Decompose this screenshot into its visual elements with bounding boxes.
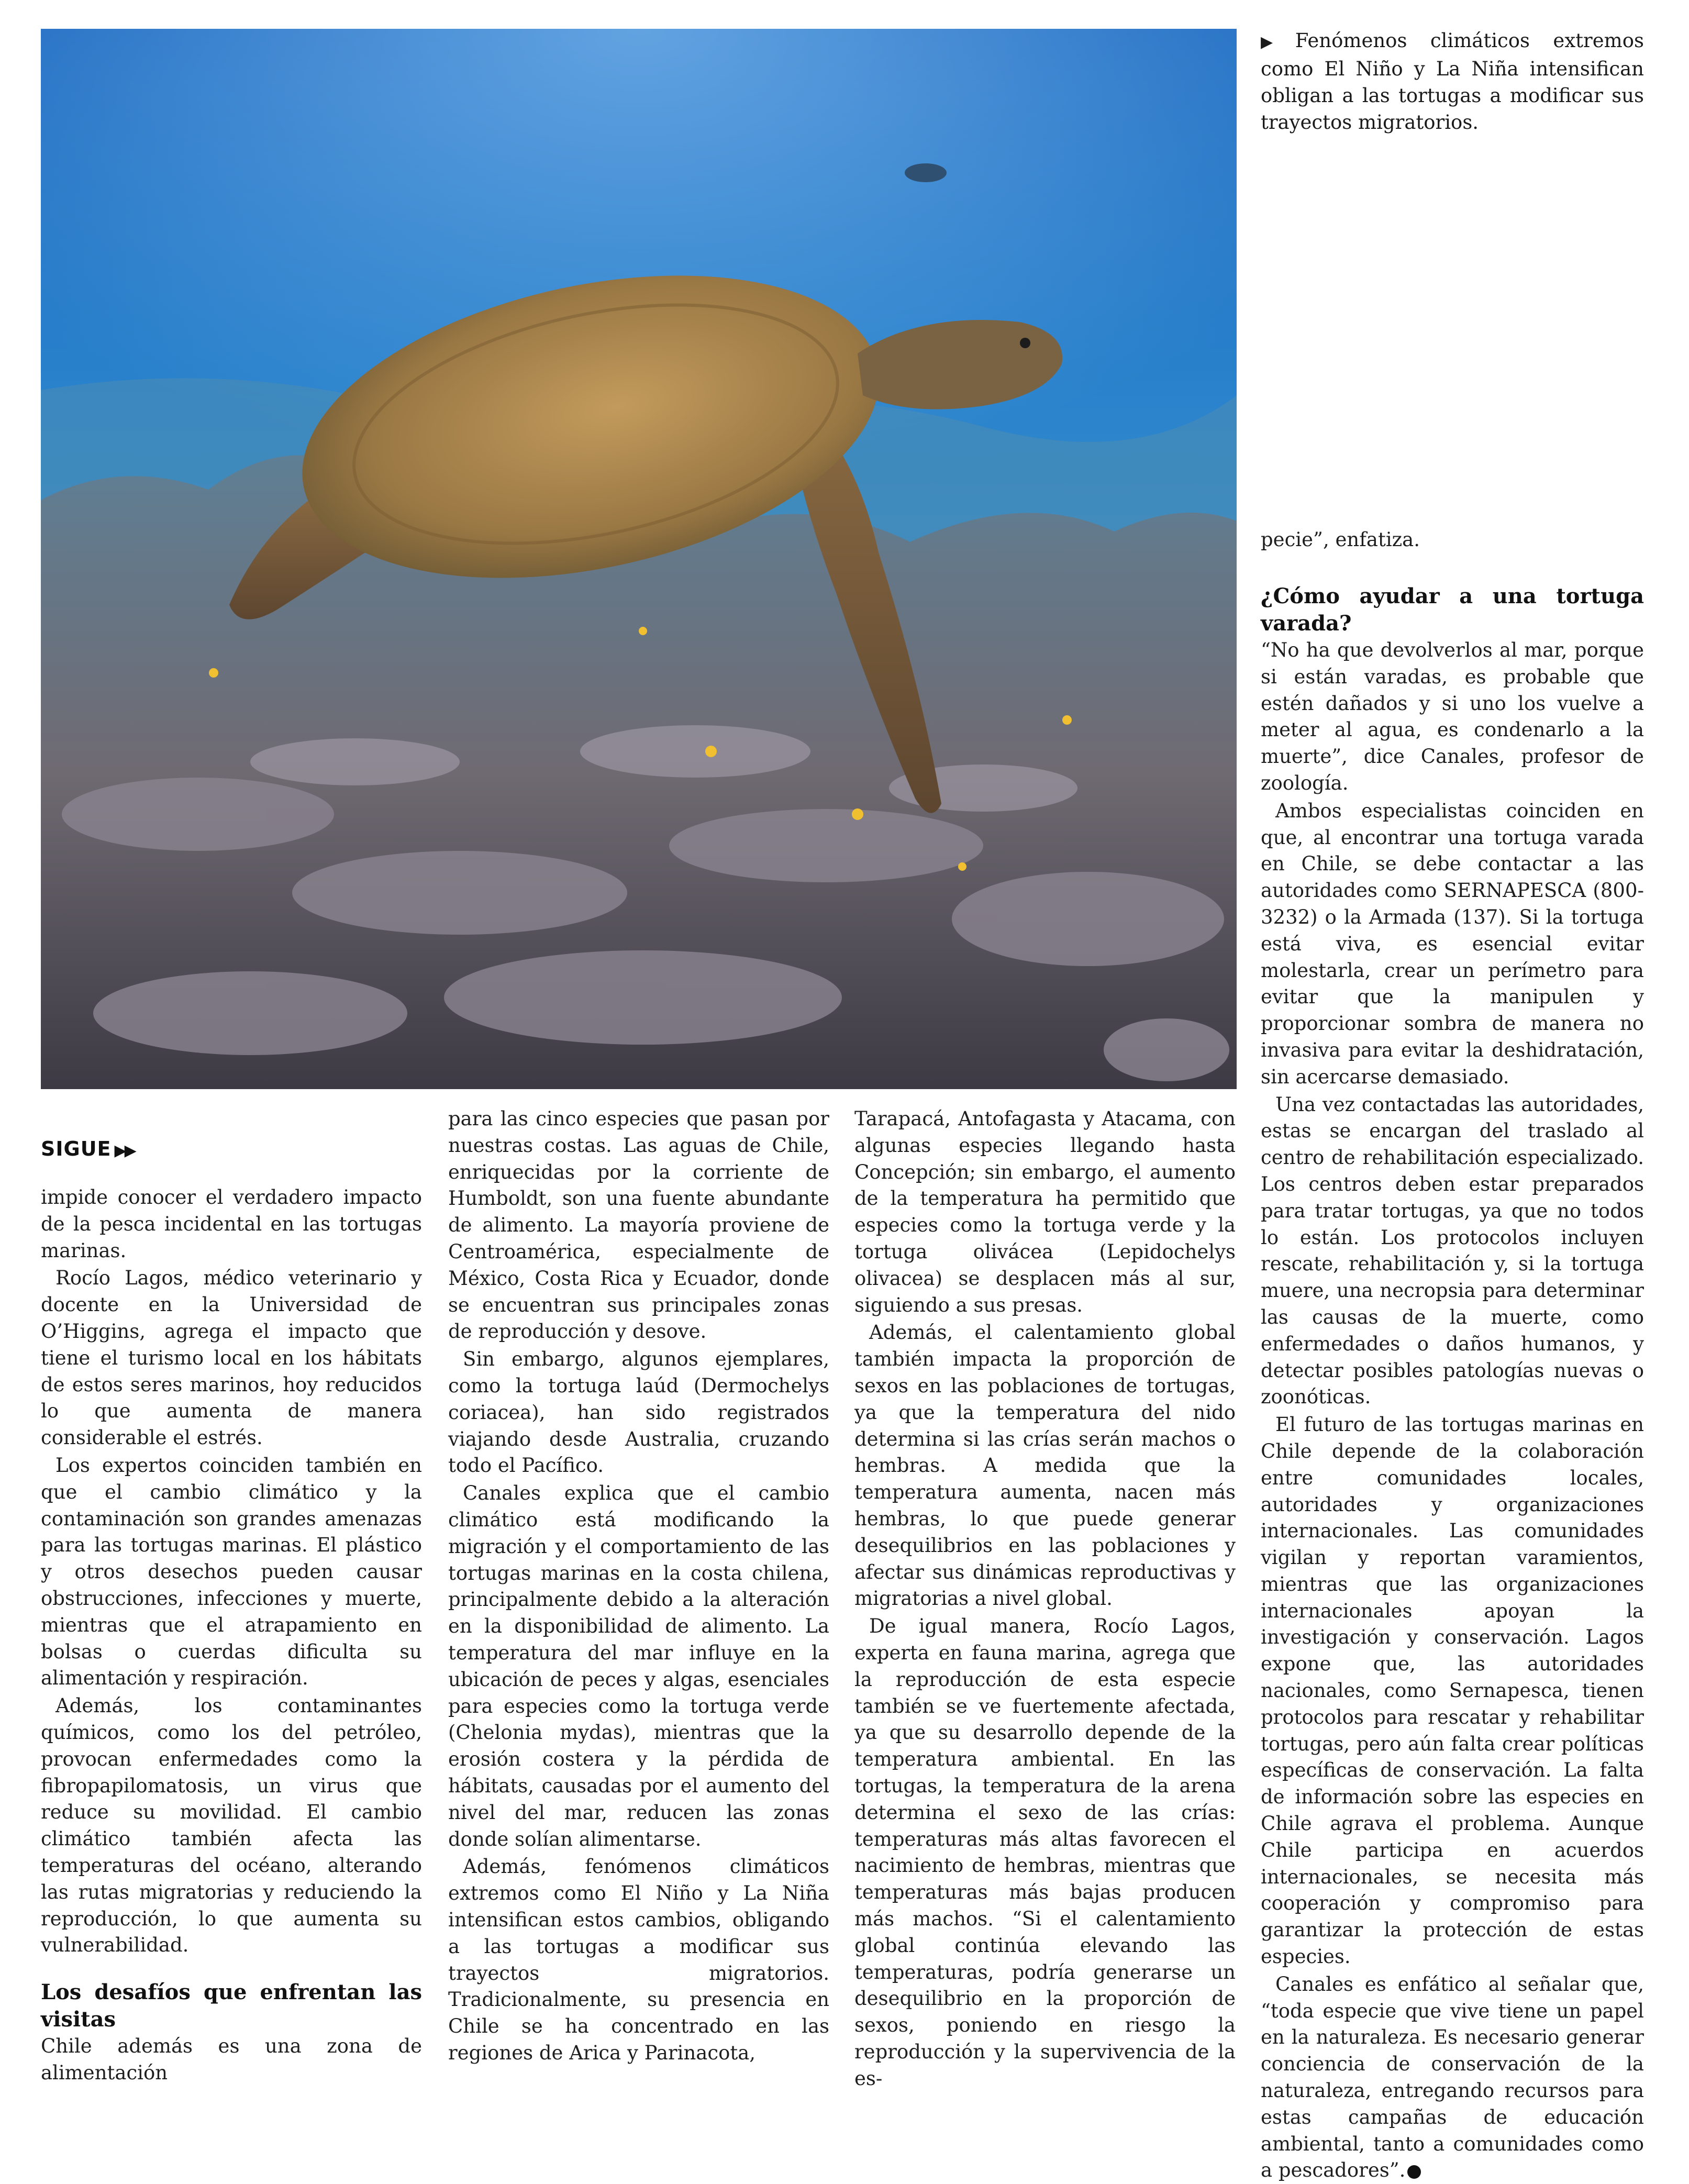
paragraph: impide conocer el verdadero impacto de la pesca incidental en las tortugas marinas. — [41, 1186, 422, 1262]
article-column-4 — [1261, 583, 1644, 2184]
paragraph: Tarapacá, Antofagasta y Atacama, con algunas especies llegando hasta Concepción; sin embargo, el aumento de la temperatura ha permitido que especies como la tortuga verde y la tortuga olivácea (Lepidochelys olivacea) se desplacen más al sur, siguiendo a sus presas. — [854, 1107, 1236, 1316]
paragraph: Ambos especialistas coinciden en que, al encontrar una tortuga varada en Chile, se debe contactar a las autoridades como SERNAPESCA (800-3232) o la Armada (137). Si la tortuga está viva, es esencial evitar molestarla, crear un perímetro para evitar que la manipulen y proporcionar sombra de manera no invasiva para evitar la deshidratación, sin acercarse demasiado. — [1261, 799, 1644, 1088]
caption-text: Fenómenos climáticos extremos como El Niño y La Niña intensifican obligan a las tortugas a modificar sus trayectos migratorios. — [1261, 29, 1644, 134]
paragraph: Además, los contaminantes químicos, como los del petróleo, provocan enfermedades como la fibropapilomatosis, un virus que reduce su movilidad. El cambio climático también afecta las temperaturas del océano, alterando las rutas migratorias y reduciendo la reproducción, lo que aumenta su vulnerabilidad. — [41, 1694, 422, 1957]
paragraph: Canales explica que el cambio climático está modificando la migración y el comportamiento de las tortugas marinas en la costa chilena, principalmente debido a la alteración en la disponibilidad de alimento. La temperatura del mar influye en la ubicación de peces y algas, esenciales para especies como la tortuga verde (Chelonia mydas), mientras que la erosión costera y la pérdida de hábitats, causadas por el aumento del nivel del mar, reducen las zonas donde solían alimentarse. — [448, 1482, 829, 1850]
sea-turtle-photo — [41, 29, 1237, 1089]
triangle-icon: ▶ — [1261, 33, 1290, 51]
sigue-label — [41, 1137, 135, 1160]
double-arrow-icon: ▶▶ — [114, 1141, 135, 1160]
article-column-2 — [448, 1106, 829, 2067]
paragraph: pecie”, enfatiza. — [1261, 528, 1420, 551]
paragraph: Una vez contactadas las autoridades, estas se encargan del traslado al centro de rehabilitación especializado. Los centros deben estar preparados para tratar tortugas, ya que no todos lo están. Los protocolos incluyen rescate, rehabilitación y, si la tortuga muere, una necropsia para determinar las causas de la muerte, como enfermedades o daños humanos, y detectar posibles patologías nuevas o zoonóticas. — [1261, 1093, 1644, 1409]
article-column-4-top — [1261, 527, 1644, 553]
paragraph: Además, fenómenos climáticos extremos como El Niño y La Niña intensifican estos cambios, obligando a las tortugas a modificar sus trayectos migratorios. Tradicionalmente, su presencia en Chile se ha concentrado en las regiones de Arica y Parinacota, — [448, 1855, 829, 2064]
end-mark-icon — [1407, 2165, 1421, 2179]
final-text: Canales es enfático al señalar que, “toda especie que vive tiene un papel en la naturaleza. Es necesario generar conciencia de conservación de la naturaleza, entregando recursos para estas campañas de educación ambiental, tanto a comunidades como a pescadores”. — [1261, 1972, 1644, 2182]
article-column-3 — [854, 1106, 1236, 2092]
paragraph: para las cinco especies que pasan por nuestras costas. Las aguas de Chile, enriquecidas por la corriente de Humboldt, son una fuente abundante de alimento. La mayoría proviene de Centroamérica, especialmente de México, Costa Rica y Ecuador, donde se encuentran sus principales zonas de reproducción y desove. — [448, 1107, 829, 1343]
paragraph: Sin embargo, algunos ejemplares, como la tortuga laúd (Dermochelys coriacea), han sido registrados viajando desde Australia, cruzando todo el Pacífico. — [448, 1348, 829, 1477]
paragraph: Chile además es una zona de alimentación — [41, 2035, 422, 2084]
subheading-visitas: Los desafíos que enfrentan las visitas — [41, 1980, 422, 2032]
paragraph: “No ha que devolverlos al mar, porque si están varadas, es probable que estén dañados y si uno los vuelve a meter al agua, es condenarlo a la muerte”, dice Canales, profesor de zoología. — [1261, 639, 1644, 794]
sigue-text: SIGUE — [41, 1137, 112, 1160]
paragraph: Además, el calentamiento global también impacta la proporción de sexos en las poblaciones de tortugas, ya que la temperatura del nido determina si las crías serán machos o hembras. A medida que la temperatura aumenta, nacen más hembras, lo que puede generar desequilibrios en las poblaciones y afectar sus dinámicas reproductivas y migratorias a nivel global. — [854, 1321, 1236, 1610]
paragraph: Rocío Lagos, médico veterinario y docente en la Universidad de O’Higgins, agrega el impacto que tiene el turismo local en los hábitats de estos seres marinos, hoy reducidos lo que aumenta de manera considerable el estrés. — [41, 1267, 422, 1449]
paragraph: El futuro de las tortugas marinas en Chile depende de la colaboración entre comunidades locales, autoridades y organizaciones internacionales. Las comunidades vigilan y reportan varamientos, mientras que las organizaciones internacionales apoyan la investigación y conservación. Lagos expone que, las autoridades nacionales, como Sernapesca, tienen protocolos para rescatar y rehabilitar tortugas, pero aún falta crear políticas específicas de conservación. La falta de información sobre las especies en Chile agrava el problema. Aunque Chile participa en acuerdos internacionales, se necesita más cooperación y compromiso para garantizar la protección de estas especies. — [1261, 1413, 1644, 1968]
paragraph: Los expertos coinciden también en que el cambio climático y la contaminación son grandes amenazas para las tortugas marinas. El plástico y otros desechos pueden causar obstrucciones, infecciones y muerte, mientras que el atrapamiento en bolsas o cuerdas dificulta su alimentación y respiración. — [41, 1454, 422, 1690]
article-column-1 — [41, 1184, 422, 2087]
photo-caption — [1261, 27, 1644, 136]
sea-turtle-illustration — [41, 29, 1237, 1089]
subheading-tortuga-varada: ¿Cómo ayudar a una tortuga varada? — [1261, 584, 1644, 636]
paragraph: De igual manera, Rocío Lagos, experta en fauna marina, agrega que la reproducción de esta especie también se ve fuertemente afectada, ya que su desarrollo depende de la temperatura ambiental. En las tortugas, la temperatura de la arena determina el sexo de las crías: temperaturas más altas favorecen el nacimiento de hembras, mientras que temperaturas más bajas producen más machos. “Si el calentamiento global continúa elevando las temperaturas, podría generarse un desequilibrio en la proporción de sexos, poniendo en riesgo la reproducción y la supervivencia de la es- — [854, 1615, 1236, 2090]
paragraph-final — [1261, 1971, 1644, 2184]
